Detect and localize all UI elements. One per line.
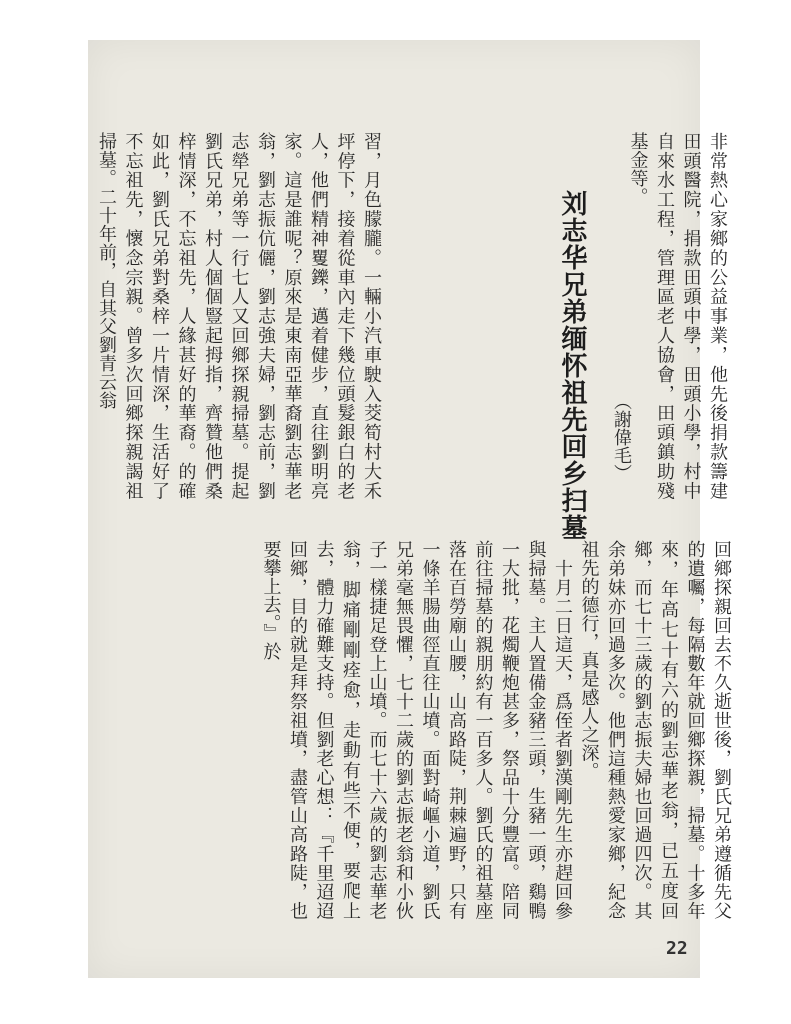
article-author: （謝偉毛） [611,392,632,482]
document-page [88,40,732,978]
page-number: 22 [666,938,688,959]
body-text-column-top-right: 非常熱心家鄉的公益事業，他先後捐款籌建田頭醫院，捐款田頭中學，田頭小學，村中自來水工程，管理區老人協會，田頭鎮助殘基金等。 [627,132,728,500]
body-text-column-bottom: 回鄉探親回去不久逝世後，劉氏兄弟遵循先父的遺囑，每隔數年就回鄉探親，掃墓。十多年來，年高七十有六的劉志華老翁，已五度回鄉，而七十三歲的劉志振夫婦也回過四次。其余弟妹亦回過多次。他們這種熱愛家鄉，紀念祖先的德行，真是感人之深。 十月二日這天，爲侄者劉漢剛先生亦趕回參與掃墓。主人置備金豬三頭，生豬一頭，鷄鴨一大批，花燭鞭炮甚多，祭品十分豐富。陪同前往掃墓的親朋約有一百多人。劉氏的祖墓座落在百勞廟山腰，山高路陡，荆棘遍野，只有一條羊腸曲徑直往山墳。面對崎嶇小道，劉氏兄弟毫無畏懼，七十二歲的劉志振老翁和小伙子一樣捷足登上山墳。而七十六歲的劉志華老翁，脚痛剛剛痊愈，走動有些不便，要爬上去，體力確難支持。但劉老心想：『千里迢迢回鄉，目的就是拜祭祖墳，盡管山高路陡，也要攀上去。』於 [260,540,732,920]
article-title: 刘志华兄弟缅怀祖先回乡扫墓 [557,190,587,541]
body-text-column-top-left: 習，月色朦朧。一輛小汽車駛入茭筍村大禾坪停下，接着從車內走下幾位頭髮銀白的老人，他們精神矍鑠，邁着健步，直往劉明亮家。這是誰呢？原來是東南亞華裔劉志華老翁，劉志振伉儷，劉志強夫婦，劉志前，劉志犖兄弟等一行七人又回鄉探親掃墓。提起劉氏兄弟，村人個個豎起拇指，齊贊他們桑梓情深，不忘祖先，人緣甚好的華裔。的確如此，劉氏兄弟對桑梓一片情深，生活好了不忘祖先，懷念宗親。曾多次回鄉探親謁祖掃墓。二十年前，自其父劉青云翁 [96,132,382,500]
